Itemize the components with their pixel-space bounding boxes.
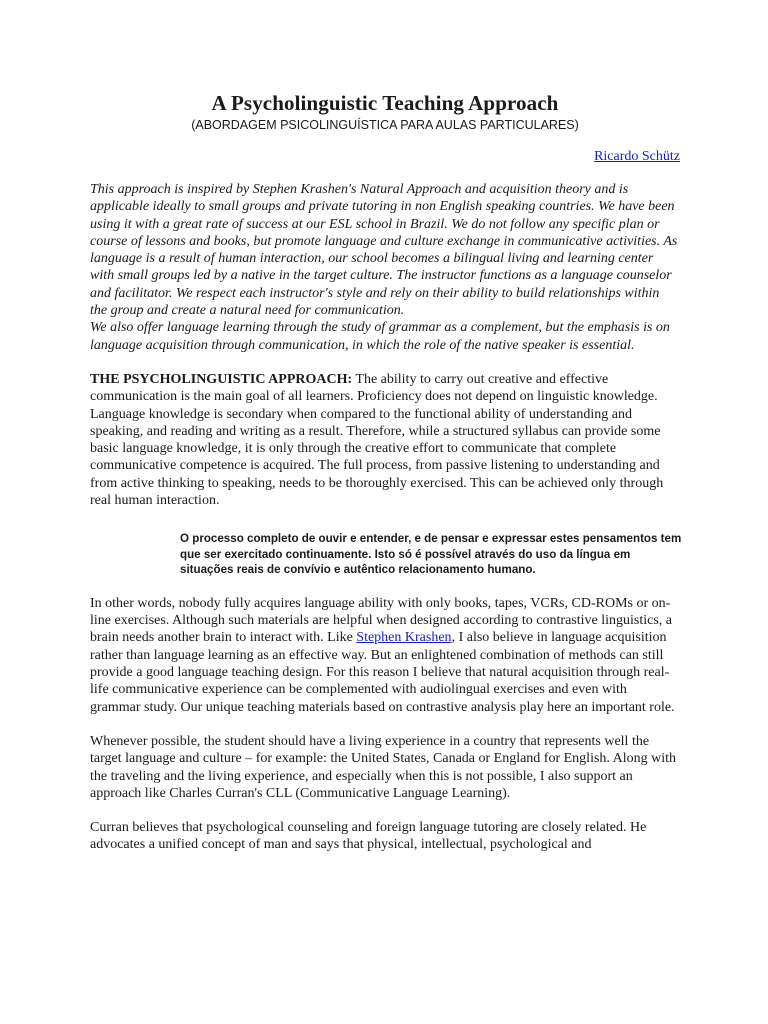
section-lead-heading: THE PSYCHOLINGUISTIC APPROACH:: [90, 371, 353, 387]
paragraph-text-before-link: In other words, nobody fully acquires language ability with only books, tapes, VCRs, CD-ROMs or on-line exercises. Although such materials are helpful when designed according to contrastive linguistics, a brain needs another brain to interact with. Like: [90, 595, 672, 646]
document-page: [90, 90, 680, 854]
document-subtitle: (ABORDAGEM PSICOLINGUÍSTICA PARA AULAS PARTICULARES): [191, 118, 579, 132]
portuguese-quote: O processo completo de ouvir e entender, e de pensar e expressar estes pensamentos tem que ser exercitado continuamente. Isto só é possível através do uso da língua em situações reais de convívio e autêntico relacionamento humano.: [180, 532, 682, 577]
author-line: [90, 148, 680, 166]
paragraph-text-after-link: , I also believe in language acquisition rather than language learning as an effective way. But an enlightened combination of methods can still provide a good language teaching design. For this reason I believe that natural acquisition through real-life communicative experience can be complemented with audiolingual exercises and even with grammar study. Our unique teaching materials based on contrastive analysis play here an important role.: [90, 630, 675, 715]
author-link[interactable]: Ricardo Schütz: [594, 149, 680, 164]
living-experience-paragraph: Whenever possible, the student should have a living experience in a country that represents well the target language and culture – for example: the United States, Canada or England for English. Along with the traveling and the living experience, and especially when this is not possible, I also support an approach like Charles Curran's CLL (Communicative Language Learning).: [90, 733, 677, 801]
section-body-text: The ability to carry out creative and effective communication is the main goal of all learners. Proficiency does not depend on linguistic knowledge. Language knowledge is secondary when compared to the functional ability of understanding and speaking, and reading and writing as a result. Therefore, while a structured syllabus can provide some basic language knowledge, it is only through the creative effort to communicate that complete communicative competence is acquired. The full process, from passive listening to understanding and from active thinking to speaking, needs to be thoroughly exercised. This can be achieved only through real human interaction.: [90, 371, 664, 509]
stephen-krashen-link[interactable]: Stephen Krashen: [356, 630, 452, 646]
intro-paragraph-1: This approach is inspired by Stephen Krashen's Natural Approach and acquisition theory and is applicable ideally to small groups and private tutoring in non English speaking countries. We have been using it with a great rate of success at our ESL school in Brazil. We do not follow any specific plan or course of lessons and books, but promote language and culture exchange in communicative activities. As language is a result of human interaction, our school becomes a bilingual living and learning center with small groups led by a native in the target culture. The instructor functions as a language counselor and facilitator. We respect each instructor's style and rely on their ability to build relationships within the group and create a natural need for communication.: [90, 182, 678, 319]
curran-paragraph: Curran believes that psychological counseling and foreign language tutoring are closely related. He advocates a unified concept of man and says that physical, intellectual, psychological and: [90, 820, 647, 853]
psycholinguistic-approach-paragraph: [90, 371, 680, 509]
document-title: A Psycholinguistic Teaching Approach: [211, 91, 559, 115]
other-words-paragraph: [90, 595, 680, 716]
intro-paragraph-2: We also offer language learning through the study of grammar as a complement, but the emphasis is on language acquisition through communication, in which the role of the native speaker is essential.: [90, 320, 670, 353]
intro-block: [90, 181, 680, 354]
